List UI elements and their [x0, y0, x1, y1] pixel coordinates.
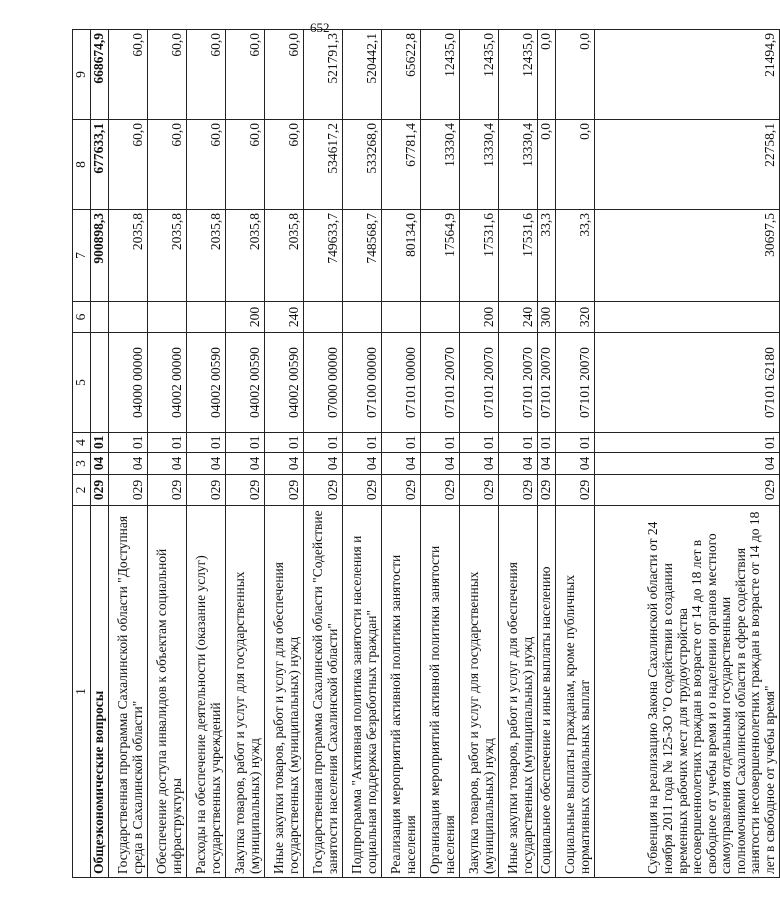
- column-number-row: [73, 30, 91, 878]
- table-row: [420, 30, 459, 878]
- amount-year-1: 2035,8: [225, 210, 264, 302]
- table-row: [555, 30, 594, 878]
- ministry-code: 029: [420, 475, 459, 506]
- expense-type-code: [342, 302, 381, 333]
- column-number: 6: [73, 302, 91, 333]
- section-code: 04: [555, 453, 594, 475]
- section-code: 04: [264, 453, 303, 475]
- section-code: 04: [90, 453, 108, 475]
- expense-type-code: [303, 302, 342, 333]
- table-row: [147, 30, 186, 878]
- amount-year-3: 60,0: [264, 30, 303, 120]
- subsection-code: 01: [555, 433, 594, 453]
- row-name: Расходы на обеспечение деятельности (оказание услуг) государственных учреждений: [186, 506, 225, 878]
- expense-type-code: [420, 302, 459, 333]
- budget-table: [72, 29, 780, 878]
- amount-year-1: 17564,9: [420, 210, 459, 302]
- table-row: [498, 30, 537, 878]
- amount-year-1: 80134,0: [381, 210, 420, 302]
- amount-year-3: 521791,3: [303, 30, 342, 120]
- section-code: 04: [537, 453, 555, 475]
- amount-year-2: 677633,1: [90, 120, 108, 210]
- subsection-code: 01: [594, 433, 779, 453]
- amount-year-3: 12435,0: [459, 30, 498, 120]
- table-row: [90, 30, 108, 878]
- table-row: [342, 30, 381, 878]
- target-article-code: 04002 00590: [264, 333, 303, 433]
- row-name: Подпрограмма "Активная политика занятости населения и социальная поддержка безработных граждан": [342, 506, 381, 878]
- column-number: 5: [73, 333, 91, 433]
- amount-year-3: 60,0: [186, 30, 225, 120]
- ministry-code: 029: [186, 475, 225, 506]
- subsection-code: 01: [264, 433, 303, 453]
- section-code: 04: [147, 453, 186, 475]
- row-name: Закупка товаров, работ и услуг для государственных (муниципальных) нужд: [225, 506, 264, 878]
- ministry-code: 029: [537, 475, 555, 506]
- amount-year-3: 60,0: [108, 30, 147, 120]
- section-code: 04: [594, 453, 779, 475]
- subsection-code: 01: [186, 433, 225, 453]
- amount-year-1: 2035,8: [186, 210, 225, 302]
- expense-type-code: [108, 302, 147, 333]
- subsection-code: 01: [381, 433, 420, 453]
- amount-year-3: 60,0: [147, 30, 186, 120]
- target-article-code: 07101 00000: [381, 333, 420, 433]
- ministry-code: 029: [594, 475, 779, 506]
- row-name: Иные закупки товаров, работ и услуг для обеспечения государственных (муниципальных) нужд: [498, 506, 537, 878]
- expense-type-code: 200: [225, 302, 264, 333]
- row-name: Государственная программа Сахалинской области "Содействие занятости населения Сахалинской области": [303, 506, 342, 878]
- subsection-code: 01: [90, 433, 108, 453]
- target-article-code: 07000 00000: [303, 333, 342, 433]
- row-name: Государственная программа Сахалинской области "Доступная среда в Сахалинской области": [108, 506, 147, 878]
- amount-year-2: 60,0: [225, 120, 264, 210]
- ministry-code: 029: [90, 475, 108, 506]
- section-code: 04: [108, 453, 147, 475]
- column-number: 8: [73, 120, 91, 210]
- amount-year-1: 33,3: [555, 210, 594, 302]
- section-code: 04: [342, 453, 381, 475]
- table-row: [225, 30, 264, 878]
- expense-type-code: [594, 302, 779, 333]
- amount-year-1: 2035,8: [147, 210, 186, 302]
- amount-year-3: 65622,8: [381, 30, 420, 120]
- target-article-code: 07101 20070: [555, 333, 594, 433]
- target-article-code: 07101 20070: [459, 333, 498, 433]
- table-row: [594, 30, 779, 878]
- column-number: 3: [73, 453, 91, 475]
- ministry-code: 029: [108, 475, 147, 506]
- amount-year-1: 30697,5: [594, 210, 779, 302]
- amount-year-2: 0,0: [555, 120, 594, 210]
- amount-year-2: 60,0: [264, 120, 303, 210]
- amount-year-3: 21494,9: [594, 30, 779, 120]
- column-number: 9: [73, 30, 91, 120]
- amount-year-2: 60,0: [186, 120, 225, 210]
- expense-type-code: 320: [555, 302, 594, 333]
- ministry-code: 029: [303, 475, 342, 506]
- row-name: Социальные выплаты гражданам, кроме публичных нормативных социальных выплат: [555, 506, 594, 878]
- target-article-code: 04002 00590: [225, 333, 264, 433]
- table-row: [108, 30, 147, 878]
- ministry-code: 029: [147, 475, 186, 506]
- target-article-code: 07100 00000: [342, 333, 381, 433]
- section-code: 04: [225, 453, 264, 475]
- amount-year-1: 2035,8: [264, 210, 303, 302]
- expense-type-code: 240: [498, 302, 537, 333]
- subsection-code: 01: [147, 433, 186, 453]
- subsection-code: 01: [303, 433, 342, 453]
- subsection-code: 01: [420, 433, 459, 453]
- row-name: Обеспечение доступа инвалидов к объектам социальной инфраструктуры: [147, 506, 186, 878]
- amount-year-2: 67781,4: [381, 120, 420, 210]
- section-code: 04: [459, 453, 498, 475]
- target-article-code: 07101 20070: [420, 333, 459, 433]
- amount-year-2: 22758,1: [594, 120, 779, 210]
- rotated-page: [72, 30, 780, 878]
- row-name: Реализация мероприятий активной политики занятости населения: [381, 506, 420, 878]
- subsection-code: 01: [459, 433, 498, 453]
- amount-year-1: 2035,8: [108, 210, 147, 302]
- row-name: Организация мероприятий активной политики занятости населения: [420, 506, 459, 878]
- expense-type-code: [90, 302, 108, 333]
- subsection-code: 01: [537, 433, 555, 453]
- ministry-code: 029: [459, 475, 498, 506]
- amount-year-3: 12435,0: [498, 30, 537, 120]
- amount-year-2: 13330,4: [459, 120, 498, 210]
- amount-year-2: 13330,4: [420, 120, 459, 210]
- amount-year-2: 0,0: [537, 120, 555, 210]
- table-row: [381, 30, 420, 878]
- amount-year-3: 668674,9: [90, 30, 108, 120]
- expense-type-code: [186, 302, 225, 333]
- ministry-code: 029: [498, 475, 537, 506]
- table-row: [459, 30, 498, 878]
- target-article-code: [90, 333, 108, 433]
- expense-type-code: [381, 302, 420, 333]
- amount-year-1: 17531,6: [498, 210, 537, 302]
- section-code: 04: [186, 453, 225, 475]
- amount-year-1: 900898,3: [90, 210, 108, 302]
- amount-year-2: 534617,2: [303, 120, 342, 210]
- table-row: [186, 30, 225, 878]
- column-number: 4: [73, 433, 91, 453]
- amount-year-2: 13330,4: [498, 120, 537, 210]
- amount-year-3: 12435,0: [420, 30, 459, 120]
- page-number: 652: [310, 20, 330, 35]
- amount-year-1: 748568,7: [342, 210, 381, 302]
- section-code: 04: [381, 453, 420, 475]
- amount-year-3: 0,0: [537, 30, 555, 120]
- ministry-code: 029: [264, 475, 303, 506]
- target-article-code: 07101 20070: [498, 333, 537, 433]
- subsection-code: 01: [498, 433, 537, 453]
- ministry-code: 029: [225, 475, 264, 506]
- target-article-code: 04002 00590: [186, 333, 225, 433]
- section-code: 04: [498, 453, 537, 475]
- column-number: 7: [73, 210, 91, 302]
- subsection-code: 01: [225, 433, 264, 453]
- amount-year-1: 749633,7: [303, 210, 342, 302]
- ministry-code: 029: [342, 475, 381, 506]
- target-article-code: 04002 00000: [147, 333, 186, 433]
- section-code: 04: [420, 453, 459, 475]
- row-name: Общеэкономические вопросы: [90, 506, 108, 878]
- amount-year-3: 0,0: [555, 30, 594, 120]
- amount-year-3: 60,0: [225, 30, 264, 120]
- row-name: Социальное обеспечение и иные выплаты населению: [537, 506, 555, 878]
- target-article-code: 04000 00000: [108, 333, 147, 433]
- subsection-code: 01: [108, 433, 147, 453]
- ministry-code: 029: [555, 475, 594, 506]
- subsection-code: 01: [342, 433, 381, 453]
- ministry-code: 029: [381, 475, 420, 506]
- target-article-code: 07101 62180: [594, 333, 779, 433]
- row-name: Иные закупки товаров, работ и услуг для обеспечения государственных (муниципальных) нужд: [264, 506, 303, 878]
- column-number: 1: [73, 506, 91, 878]
- amount-year-2: 60,0: [147, 120, 186, 210]
- amount-year-3: 520442,1: [342, 30, 381, 120]
- expense-type-code: 300: [537, 302, 555, 333]
- column-number: 2: [73, 475, 91, 506]
- table-row: [264, 30, 303, 878]
- amount-year-1: 33,3: [537, 210, 555, 302]
- table-row: [303, 30, 342, 878]
- amount-year-2: 533268,0: [342, 120, 381, 210]
- table-row: [537, 30, 555, 878]
- expense-type-code: 240: [264, 302, 303, 333]
- amount-year-2: 60,0: [108, 120, 147, 210]
- target-article-code: 07101 20070: [537, 333, 555, 433]
- expense-type-code: 200: [459, 302, 498, 333]
- row-name: Закупка товаров, работ и услуг для государственных (муниципальных) нужд: [459, 506, 498, 878]
- amount-year-1: 17531,6: [459, 210, 498, 302]
- expense-type-code: [147, 302, 186, 333]
- section-code: 04: [303, 453, 342, 475]
- row-name: Субвенция на реализацию Закона Сахалинской области от 24 ноября 2011 года № 125-ЗО "О содействии в создании временных рабочих мест для трудоустройства несовершеннолетних граждан в возрасте от 14 до 18 лет в свободное от учебы время и о наделении органов местного самоуправления отдельными государственными полномочиями Сахалинской области в сфере содействия занятости несовершеннолетних граждан в возрасте от 14 до 18 лет в свободное от учебы время": [594, 506, 779, 878]
